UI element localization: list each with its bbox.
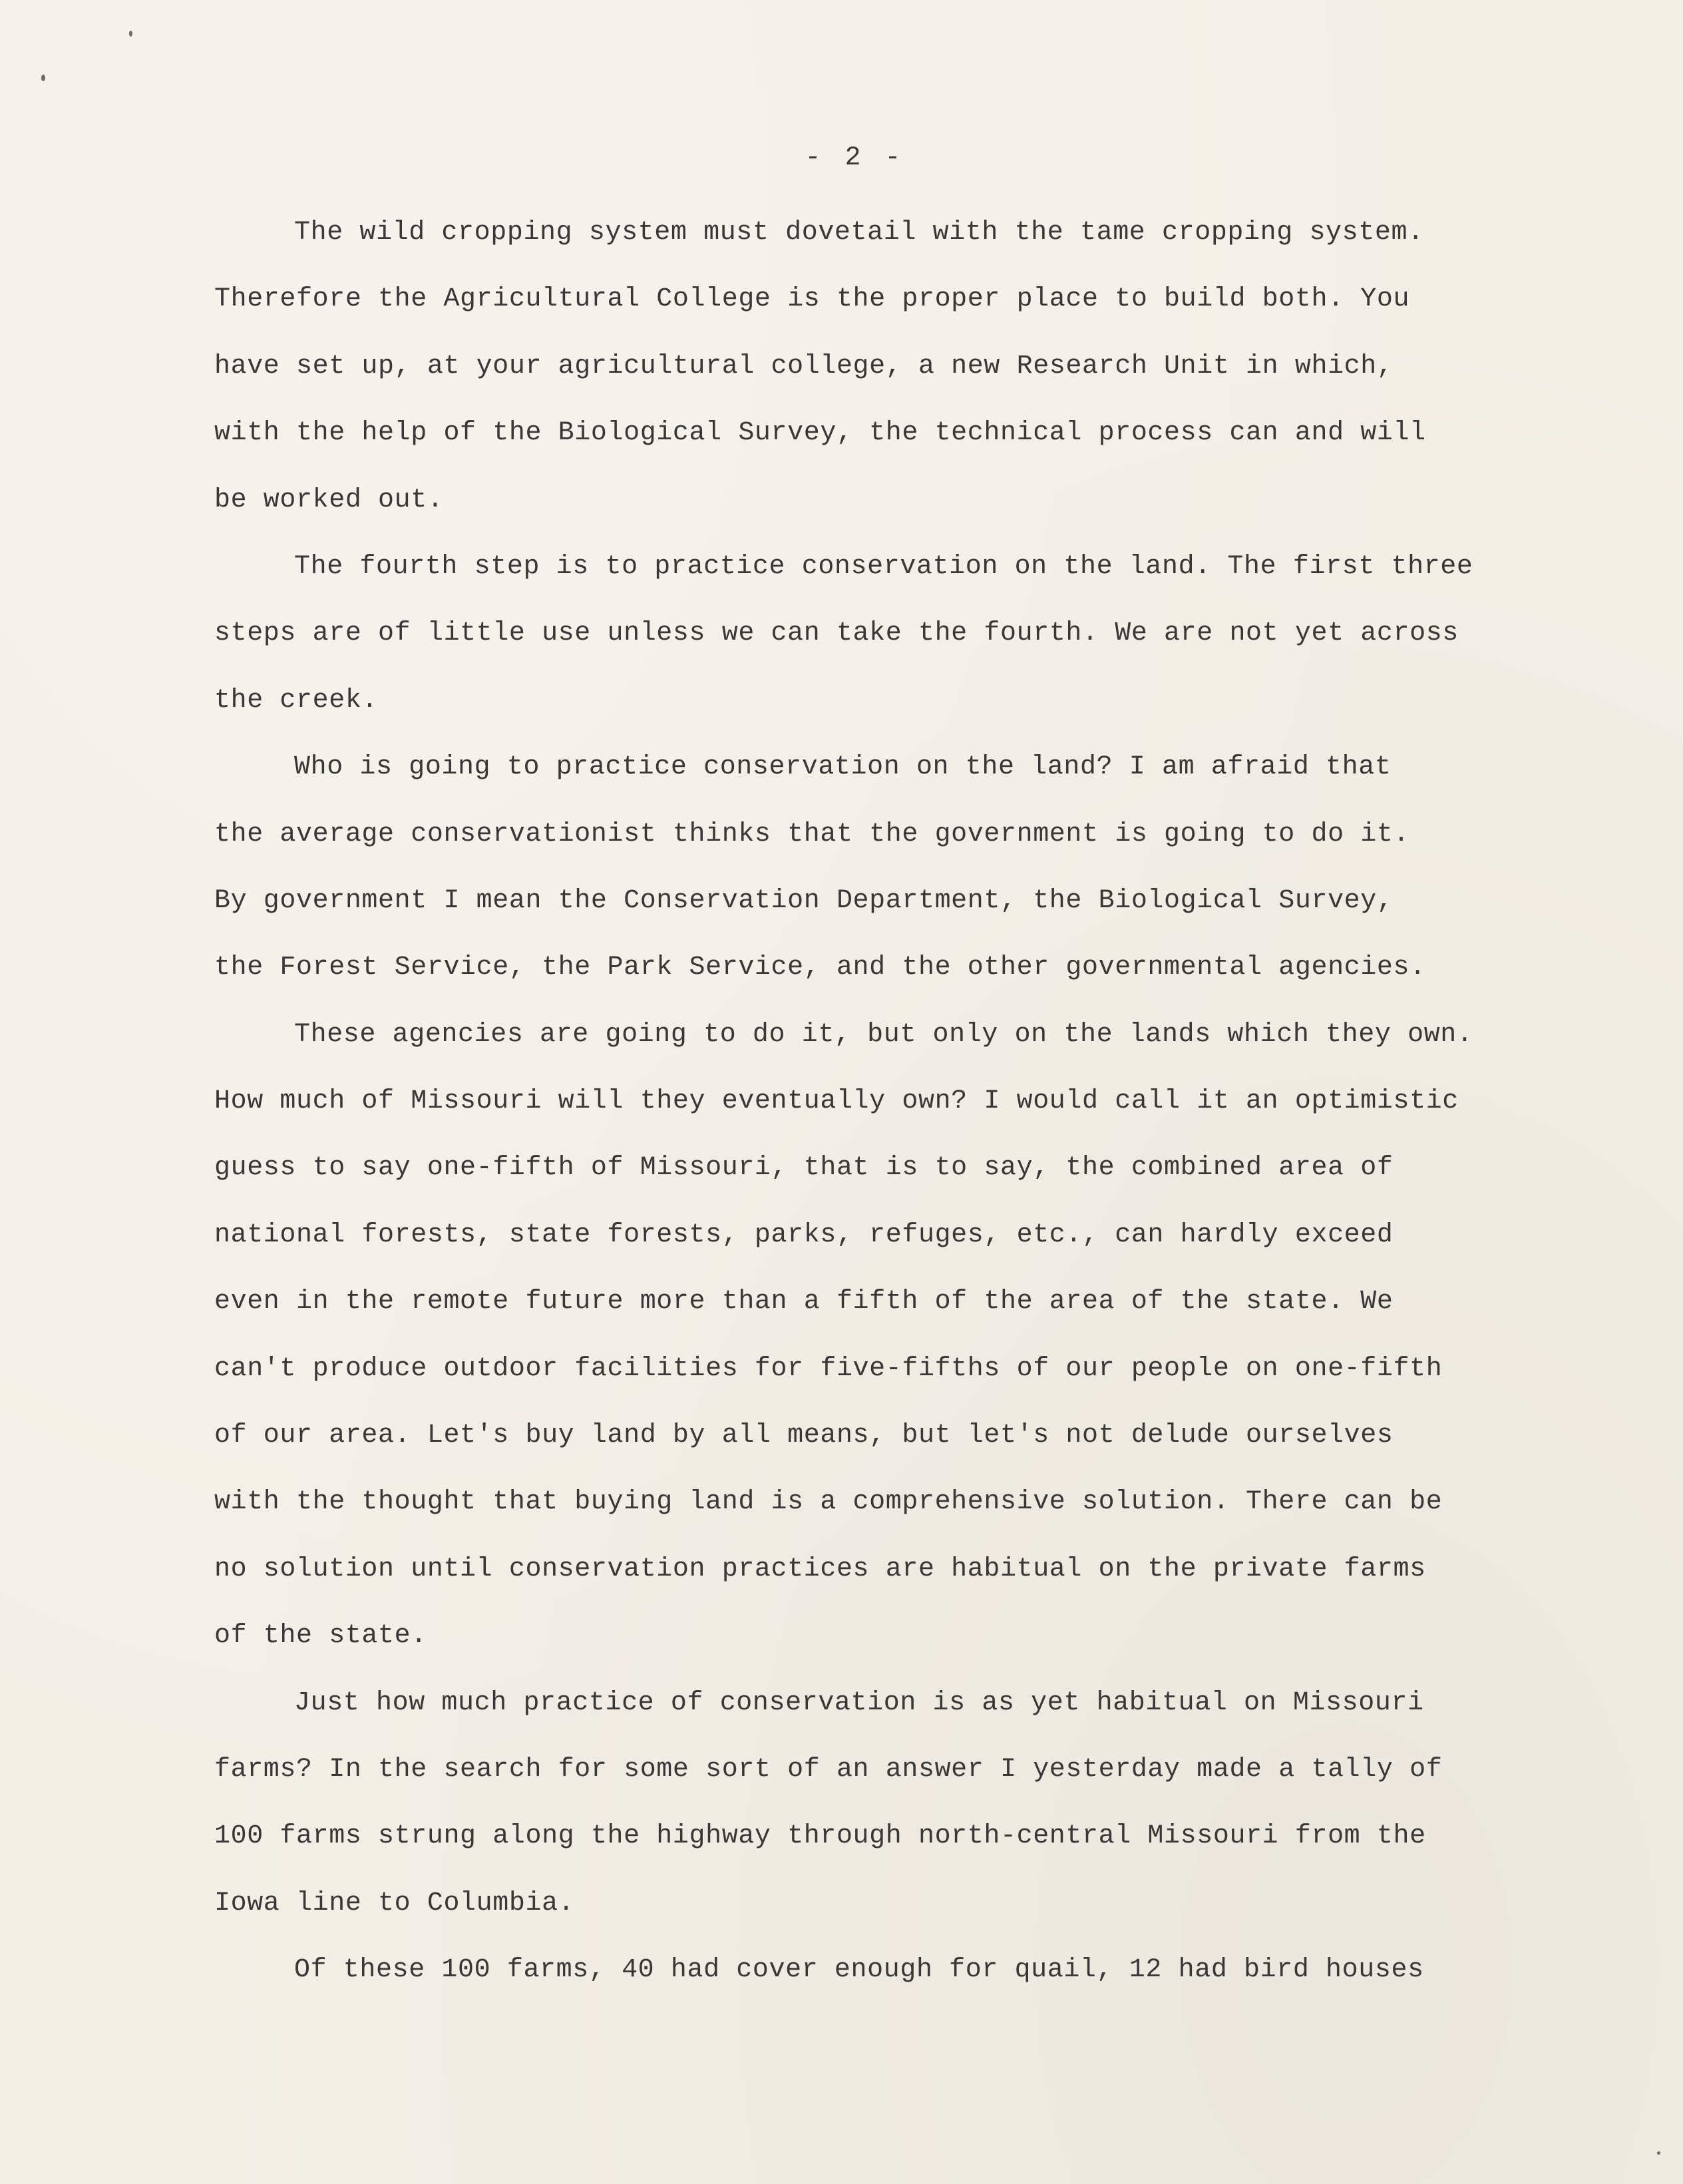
- page-number: - 2 -: [805, 143, 905, 173]
- paper-speck: [1657, 2151, 1660, 2155]
- paragraph-1-line-3: have set up, at your agricultural college, a new Research Unit in which,: [214, 351, 1394, 381]
- paragraph-3-line-2: the average conservationist thinks that the government is going to do it.: [214, 819, 1410, 849]
- paragraph-1-line-1: The wild cropping system must dovetail with the tame cropping system.: [294, 218, 1424, 248]
- paragraph-2-line-3: the creek.: [214, 685, 379, 716]
- paragraph-4-line-8: with the thought that buying land is a comprehensive solution. There can be: [214, 1487, 1443, 1518]
- paragraph-5-line-3: 100 farms strung along the highway through north-central Missouri from the: [214, 1821, 1426, 1852]
- paragraph-3-line-4: the Forest Service, the Park Service, and the other governmental agencies.: [214, 953, 1426, 983]
- paper-speck: [129, 31, 132, 37]
- paragraph-4-line-4: national forests, state forests, parks, refuges, etc., can hardly exceed: [214, 1219, 1394, 1250]
- paragraph-4-line-1: These agencies are going to do it, but only on the lands which they own.: [294, 1019, 1473, 1050]
- paragraph-4-line-7: of our area. Let's buy land by all means, but let's not delude ourselves: [214, 1420, 1394, 1451]
- paragraph-4-line-10: of the state.: [214, 1621, 427, 1651]
- paragraph-2-line-2: steps are of little use unless we can take the fourth. We are not yet across: [214, 618, 1459, 649]
- paragraph-5-line-2: farms? In the search for some sort of an answer I yesterday made a tally of: [214, 1754, 1443, 1785]
- paragraph-5-line-1: Just how much practice of conservation is as yet habitual on Missouri: [294, 1687, 1424, 1718]
- paper-speck: [41, 75, 45, 81]
- paragraph-4-line-2: How much of Missouri will they eventually own? I would call it an optimistic: [214, 1086, 1459, 1117]
- body-text: [214, 200, 1532, 2004]
- paragraph-1-line-5: be worked out.: [214, 485, 444, 515]
- paragraph-3-line-1: Who is going to practice conservation on the land? I am afraid that: [294, 752, 1392, 783]
- paragraph-1-line-2: Therefore the Agricultural College is the proper place to build both. You: [214, 284, 1410, 315]
- paragraph-4-line-9: no solution until conservation practices are habitual on the private farms: [214, 1554, 1426, 1584]
- paragraph-4-line-3: guess to say one-fifth of Missouri, that is to say, the combined area of: [214, 1153, 1394, 1184]
- paragraph-5-line-4: Iowa line to Columbia.: [214, 1888, 575, 1918]
- paragraph-1-line-4: with the help of the Biological Survey, the technical process can and will: [214, 418, 1426, 449]
- paragraph-3-line-3: By government I mean the Conservation Department, the Biological Survey,: [214, 885, 1394, 916]
- paragraph-4-line-5: even in the remote future more than a fifth of the area of the state. We: [214, 1287, 1394, 1317]
- paragraph-2-line-1: The fourth step is to practice conservation on the land. The first three: [294, 551, 1473, 582]
- paragraph-6-line-1: Of these 100 farms, 40 had cover enough for quail, 12 had bird houses: [294, 1955, 1424, 1986]
- paragraph-4-line-6: can't produce outdoor facilities for five-fifths of our people on one-fifth: [214, 1353, 1443, 1384]
